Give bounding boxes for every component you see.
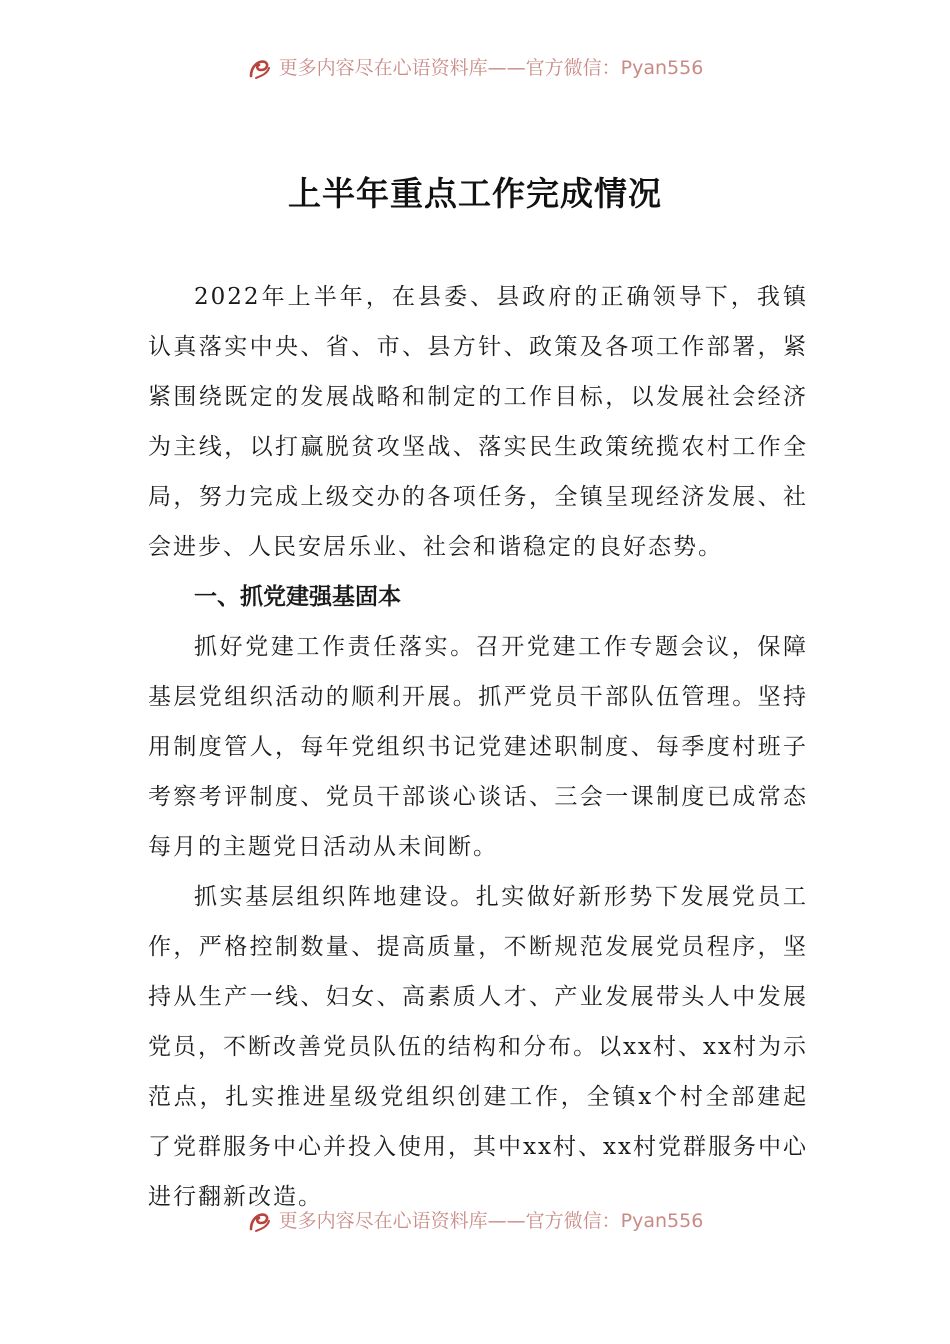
watermark-text: 更多内容尽在心语资料库——官方微信：Pyan556 — [278, 58, 704, 79]
watermark-text: 更多内容尽在心语资料库——官方微信：Pyan556 — [278, 1210, 704, 1232]
watermark-bottom — [0, 1210, 950, 1238]
document-body — [148, 272, 808, 1222]
brand-logo-icon — [247, 1210, 271, 1233]
section1-paragraph-2: 抓实基层组织阵地建设。扎实做好新形势下发展党员工作，严格控制数量、提高质量，不断规范发展党员程序，坚持从生产一线、妇女、高素质人才、产业发展带头人中发展党员，不断改善党员队伍的结构和分布。以xx村、xx村为示范点，扎实推进星级党组织创建工作，全镇x个村全部建起了党群服务中心并投入使用，其中xx村、xx村党群服务中心进行翻新改造。 — [148, 884, 808, 1210]
intro-paragraph: 2022年上半年，在县委、县政府的正确领导下，我镇认真落实中央、省、市、县方针、政策及各项工作部署，紧紧围绕既定的发展战略和制定的工作目标，以发展社会经济为主线，以打赢脱贫攻坚战、落实民生政策统揽农村工作全局，努力完成上级交办的各项任务，全镇呈现经济发展、社会进步、人民安居乐业、社会和谐稳定的良好态势。 — [148, 284, 808, 560]
document-title: 上半年重点工作完成情况 — [288, 174, 662, 213]
brand-logo-icon — [247, 58, 271, 80]
watermark-top — [0, 58, 950, 86]
section-heading-1: 一、抓党建强基固本 — [194, 584, 401, 610]
section1-paragraph-1: 抓好党建工作责任落实。召开党建工作专题会议，保障基层党组织活动的顺利开展。抓严党员干部队伍管理。坚持用制度管人，每年党组织书记党建述职制度、每季度村班子考察考评制度、党员干部谈心谈话、三会一课制度已成常态每月的主题党日活动从未间断。 — [148, 634, 808, 860]
